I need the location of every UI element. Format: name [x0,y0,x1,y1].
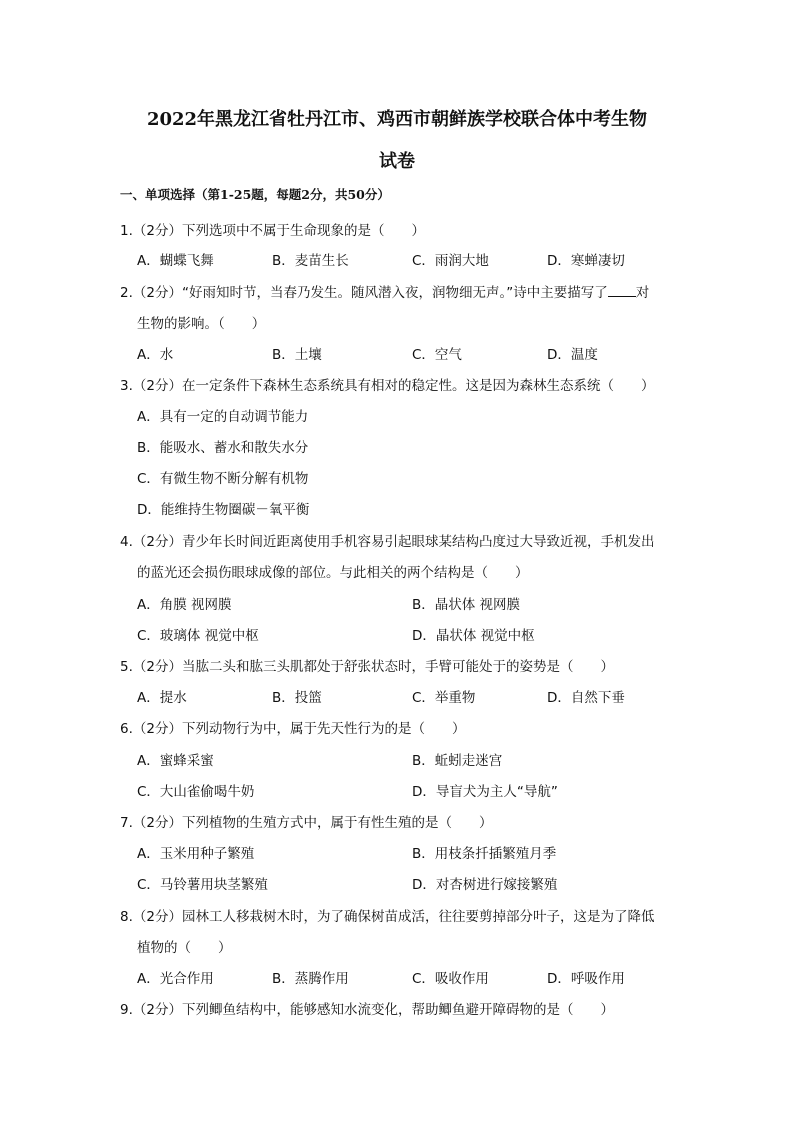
question-6-stem: 6.（2分）下列动物行为中，属于先天性行为的是（ ） [120,721,466,737]
question-9-stem: 9.（2分）下列鲫鱼结构中，能够感知水流变化，帮助鲫鱼避开障碍物的是（ ） [120,1002,614,1018]
q8-option-b: B．蒸腾作用 [272,971,349,987]
q1-option-c: C．雨润大地 [412,253,489,269]
q3-option-c: C．有微生物不断分解有机物 [137,471,309,487]
q3-option-a: A．具有一定的自动调节能力 [137,409,309,425]
question-8-stem-cont: 植物的（ ） [137,940,232,956]
question-4-stem-cont: 的蓝光还会损伤眼球成像的部位。与此相关的两个结构是（ ） [137,565,529,581]
q4-option-a: A．角膜 视网膜 [137,597,232,613]
question-1-stem: 1.（2分）下列选项中不属于生命现象的是（ ） [120,223,425,239]
q4-option-c: C．玻璃体 视觉中枢 [137,628,259,644]
q3-option-b: B．能吸水、蓄水和散失水分 [137,440,309,456]
q1-option-a: A．蝴蝶飞舞 [137,253,214,269]
answer-blank [608,283,636,297]
q6-option-a: A．蜜蜂采蜜 [137,753,214,769]
q2-option-b: B．土壤 [272,347,322,363]
q2-stem-part1: 2.（2分）“好雨知时节，当春乃发生。随风潜入夜，润物细无声。”诗中主要描写了 [120,285,608,301]
q2-option-a: A．水 [137,347,174,363]
q5-option-b: B．投篮 [272,690,322,706]
exam-title-line2: 试卷 [379,151,415,172]
question-2-stem [120,281,649,301]
question-5-stem: 5.（2分）当肱二头和肱三头肌都处于舒张状态时，手臂可能处于的姿势是（ ） [120,659,614,675]
q5-option-a: A．提水 [137,690,187,706]
q7-option-d: D．对杏树进行嫁接繁殖 [412,877,558,893]
question-7-stem: 7.（2分）下列植物的生殖方式中，属于有性生殖的是（ ） [120,815,493,831]
q7-option-c: C．马铃薯用块茎繁殖 [137,877,268,893]
q2-option-d: D．温度 [547,347,598,363]
q8-option-d: D．呼吸作用 [547,971,625,987]
question-3-stem: 3.（2分）在一定条件下森林生态系统具有相对的稳定性。这是因为森林生态系统（ ） [120,378,655,394]
question-8-stem: 8.（2分）园林工人移栽树木时，为了确保树苗成活，往往要剪掉部分叶子，这是为了降低 [120,909,655,925]
q8-option-a: A．光合作用 [137,971,214,987]
q4-option-d: D．晶状体 视觉中枢 [412,628,535,644]
q4-option-b: B．晶状体 视网膜 [412,597,521,613]
q3-option-d: D．能维持生物圈碳－氧平衡 [137,502,310,518]
q7-option-b: B．用枝条扦插繁殖月季 [412,846,557,862]
q2-option-c: C．空气 [412,347,462,363]
section-heading: 一、单项选择（第1-25题，每题2分，共50分） [120,187,390,202]
q5-option-c: C．举重物 [412,690,476,706]
q7-option-a: A．玉米用种子繁殖 [137,846,255,862]
q5-option-d: D．自然下垂 [547,690,625,706]
question-2-stem-cont: 生物的影响。（ ） [137,316,266,332]
question-4-stem: 4.（2分）青少年长时间近距离使用手机容易引起眼球某结构凸度过大导致近视，手机发出 [120,534,655,550]
q1-option-b: B．麦苗生长 [272,253,349,269]
q6-option-d: D．导盲犬为主人“导航” [412,784,558,800]
q8-option-c: C．吸收作用 [412,971,489,987]
q1-option-d: D．寒蝉凄切 [547,253,625,269]
exam-title-line1: 2022年黑龙江省牡丹江市、鸡西市朝鲜族学校联合体中考生物 [146,109,648,130]
q6-option-b: B．蚯蚓走迷宫 [412,753,503,769]
q6-option-c: C．大山雀偷喝牛奶 [137,784,255,800]
q2-stem-part2: 对 [635,285,650,301]
